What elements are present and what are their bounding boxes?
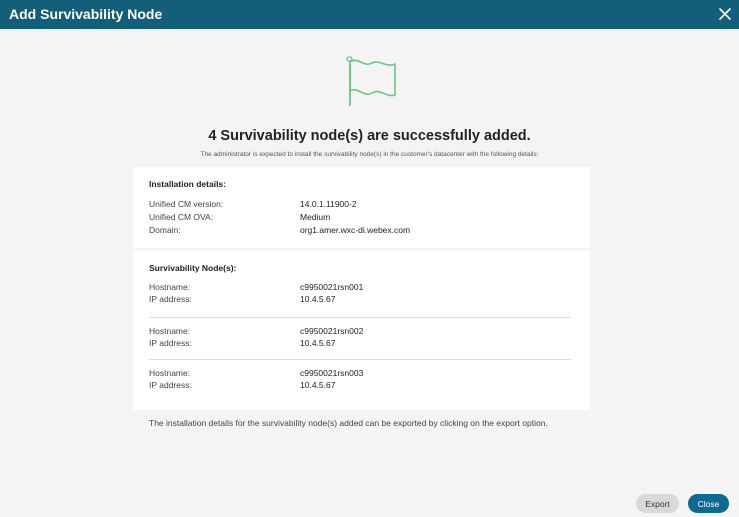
survivability-nodes-title: Survivability Node(s): xyxy=(149,263,237,273)
export-footnote: The installation details for the survivability node(s) added can be exported by clicking on the export option. xyxy=(149,418,548,428)
survivability-nodes-card xyxy=(133,251,590,410)
installation-row-domain xyxy=(149,225,579,237)
node-ip-row xyxy=(149,380,579,392)
installation-details-card xyxy=(133,167,590,248)
hostname-value: c9950021rsn001 xyxy=(300,282,364,292)
node-hostname-row xyxy=(149,282,579,294)
node-divider xyxy=(149,359,571,360)
hostname-label: Hostname: xyxy=(149,368,191,378)
installation-label: Domain: xyxy=(149,225,181,235)
export-button[interactable]: Export xyxy=(636,494,679,513)
installation-row-cm-ova xyxy=(149,212,579,224)
hostname-label: Hostname: xyxy=(149,282,191,292)
dialog-title: Add Survivability Node xyxy=(9,6,163,22)
node-hostname-row xyxy=(149,368,579,380)
installation-details-title: Installation details: xyxy=(149,179,226,189)
ip-label: IP address: xyxy=(149,294,192,304)
close-icon[interactable] xyxy=(718,7,732,21)
close-button[interactable]: Close xyxy=(688,494,729,513)
installation-value: 14.0.1.11900-2 xyxy=(300,199,357,209)
installation-label: Unified CM OVA: xyxy=(149,212,214,222)
node-ip-row xyxy=(149,338,579,350)
installation-value: Medium xyxy=(300,212,331,222)
hostname-label: Hostname: xyxy=(149,326,191,336)
installation-value: org1.amer.wxc-di.webex.com xyxy=(300,225,411,235)
ip-label: IP address: xyxy=(149,380,192,390)
node-divider xyxy=(149,317,571,318)
hostname-value: c9950021rsn003 xyxy=(300,368,364,378)
node-hostname-row xyxy=(149,326,579,338)
hostname-value: c9950021rsn002 xyxy=(300,326,364,336)
installation-row-cm-version xyxy=(149,199,579,211)
ip-value: 10.4.5.67 xyxy=(300,338,336,348)
success-heading: 4 Survivability node(s) are successfully added. xyxy=(208,128,531,144)
installation-label: Unified CM version: xyxy=(149,199,224,209)
ip-value: 10.4.5.67 xyxy=(300,294,336,304)
ip-label: IP address: xyxy=(149,338,192,348)
node-ip-row xyxy=(149,294,579,306)
ip-value: 10.4.5.67 xyxy=(300,380,336,390)
dialog-titlebar xyxy=(0,0,739,29)
success-subtext: The administrator is expected to install the survivability node(s) in the customer's datacenter with the following details: xyxy=(200,151,539,158)
flag-icon xyxy=(343,55,397,109)
